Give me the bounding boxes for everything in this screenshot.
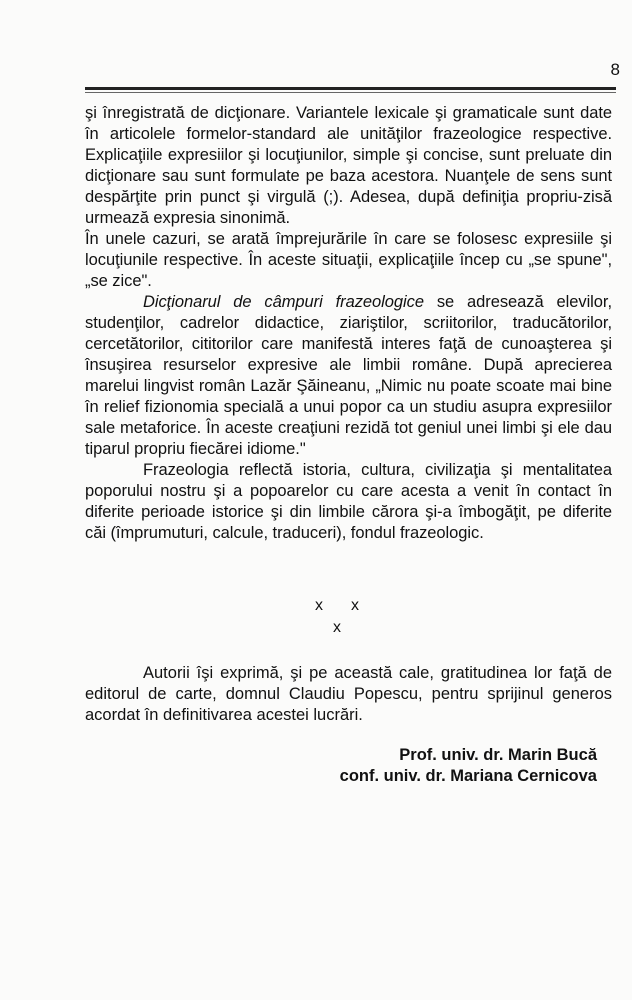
- separator-mark: x: [315, 597, 323, 614]
- paragraph-variants: şi înregistrată de dicţionare. Variantele lexicale şi gramaticale sunt date în articolele formelor-standard ale unităţilor frazeologice respective. Explicaţiile expresiilor şi locuţiunilor, simple şi concise, sunt preluate din dicţionare sau sunt formulate pe baza acestora. Nuanţele de sens sunt despărţite prin punct şi virgulă (;). Adesea, după definiţia propriu-zisă urmează expresia sinonimă.: [85, 104, 612, 227]
- page-number: 8: [610, 60, 620, 79]
- dictionary-title: Dicţionarul de câmpuri frazeologice: [143, 293, 424, 311]
- paragraph-phraseology: Frazeologia reflectă istoria, cultura, civilizaţia şi mentalitatea poporului nostru şi a popoarelor cu care acesta a venit în contact în diferite perioade istorice şi din limbile cărora şi-a îmbogăţit, pe diferite căi (împrumuturi, calcule, traduceri), fondul frazeologic.: [85, 461, 612, 542]
- author-signature: Prof. univ. dr. Marin Bucă: [399, 746, 597, 764]
- signatures: [250, 745, 597, 787]
- separator-mark: x: [351, 597, 359, 614]
- body-text: [85, 103, 612, 544]
- acknowledgement-text: Autorii îşi exprimă, şi pe această cale, gratitudinea lor faţă de editorul de carte, domnul Claudiu Popescu, pentru sprijinul generos acordat în definitivarea acestei lucrări.: [85, 664, 612, 724]
- acknowledgement-block: [85, 663, 612, 726]
- paragraph-audience: [85, 292, 612, 460]
- section-separator: [305, 597, 385, 641]
- header-rule: [85, 87, 616, 90]
- author-signature: conf. univ. dr. Mariana Cernicova: [339, 767, 597, 785]
- paragraph-situations: În unele cazuri, se arată împrejurările în care se folosesc expresiile şi locuţiunile respective. În aceste situaţii, explicaţiile încep cu „se spune", „se zice".: [85, 230, 612, 290]
- paragraph-audience-text: se adresează elevilor, studenţilor, cadrelor didactice, ziariştilor, scriitorilor, traducătorilor, cercetătorilor, cititorilor care manifestă interes faţă de cunoaşterea şi însuşirea resurselor expresive ale limbii române. După aprecierea marelui lingvist român Lazăr Şăineanu, „Nimic nu poate scoate mai bine în relief fizionomia specială a unui popor ca un studiu asupra expresiilor sale metaforice. În aceste creaţiuni rezidă tot geniul unei limbi şi ele dau tiparul propriu fiecărei idiome.": [85, 293, 612, 458]
- separator-mark: x: [333, 619, 341, 636]
- header-rule-thin: [85, 92, 616, 93]
